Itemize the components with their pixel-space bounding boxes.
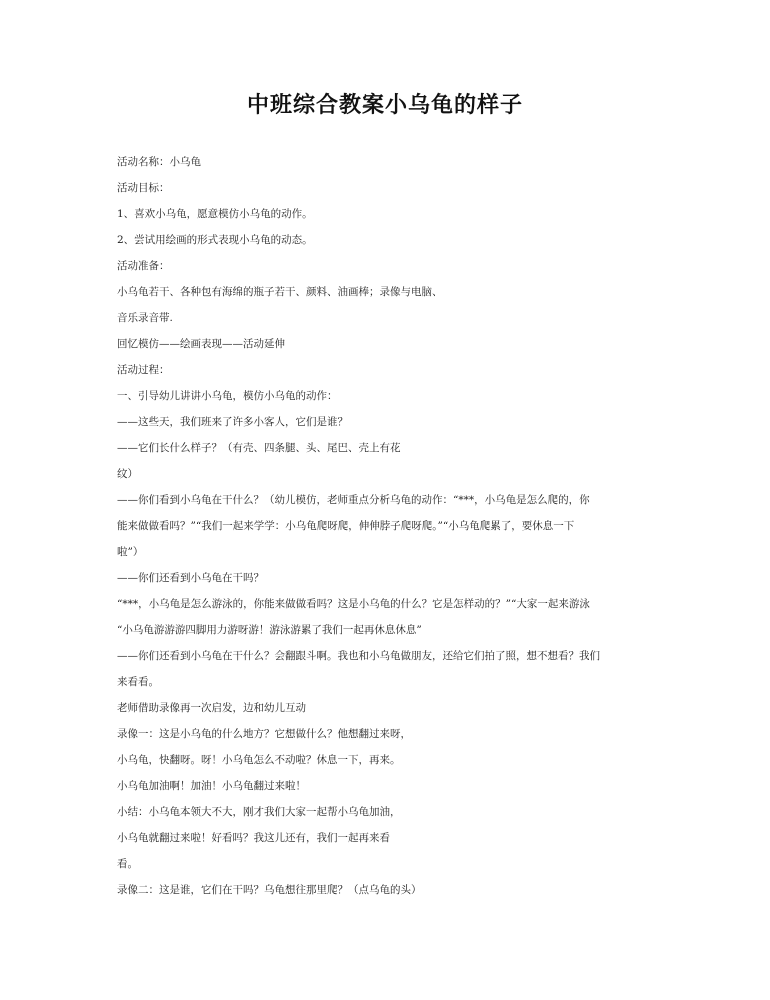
text-line: 老师借助录像再一次启发，边和幼儿互动 xyxy=(117,702,306,714)
text-line: 一、引导幼儿讲讲小乌龟，模仿小乌龟的动作： xyxy=(117,390,338,402)
text-line: 回忆模仿——绘画表现——活动延伸 xyxy=(117,338,285,350)
text-line: 活动名称：小乌龟 xyxy=(117,156,201,168)
text-line: ——它们长什么样子？（有壳、四条腿、头、尾巴、壳上有花 xyxy=(117,442,401,454)
text-line: ——这些天，我们班来了许多小客人，它们是谁？ xyxy=(117,416,348,428)
text-line: 活动目标： xyxy=(117,182,170,194)
text-line: 活动准备： xyxy=(117,260,170,272)
text-line: 活动过程： xyxy=(117,364,170,376)
text-line: ——你们还看到小乌龟在干吗？ xyxy=(117,572,264,584)
text-line: 录像二：这是谁，它们在干吗？乌龟想往那里爬？（点乌龟的头） xyxy=(117,884,422,896)
text-line: 2、尝试用绘画的形式表现小乌龟的动态。 xyxy=(117,234,313,246)
text-line: 来看看。 xyxy=(117,676,159,688)
text-line: 纹） xyxy=(117,468,138,480)
text-line: 1、喜欢小乌龟，愿意模仿小乌龟的动作。 xyxy=(117,208,313,220)
text-line: 小乌龟就翻过来啦！好看吗？我这儿还有，我们一起再来看 xyxy=(117,832,390,844)
text-line: ——你们看到小乌龟在干什么？（幼儿模仿，老师重点分析乌龟的动作：“***，小乌龟是怎么爬的，你 xyxy=(117,494,590,506)
text-line: “***，小乌龟是怎么游泳的，你能来做做看吗？这是小乌龟的什么？它是怎样动的？”“大家一起来游泳 xyxy=(117,598,590,610)
text-line: 小乌龟，快翻呀。呀！小乌龟怎么不动啦？休息一下，再来。 xyxy=(117,754,401,766)
page-title: 中班综合教案小乌龟的样子 xyxy=(246,92,523,118)
text-line: ——你们还看到小乌龟在干什么？会翻跟斗啊。我也和小乌龟做朋友，还给它们拍了照，想不想看？我们 xyxy=(117,650,600,662)
text-line: 能来做做看吗？”“我们一起来学学：小乌龟爬呀爬，伸伸脖子爬呀爬。”“小乌龟爬累了，要休息一下 xyxy=(117,520,575,532)
text-line: “小乌龟游游游四脚用力游呀游！游泳游累了我们一起再休息休息” xyxy=(117,624,422,636)
text-line: 录像一：这是小乌龟的什么地方？它想做什么？他想翻过来呀， xyxy=(117,728,411,740)
text-line: 看。 xyxy=(117,858,138,870)
text-line: 小乌龟加油啊！加油！小乌龟翻过来啦！ xyxy=(117,780,306,792)
text-line: 小乌龟若干、各种包有海绵的瓶子若干、颜料、油画棒；录像与电脑、 xyxy=(117,286,443,298)
text-line: 啦”） xyxy=(117,546,144,558)
text-line: 小结：小乌龟本领大不大，刚才我们大家一起帮小乌龟加油， xyxy=(117,806,401,818)
text-line: 音乐录音带. xyxy=(117,312,173,324)
